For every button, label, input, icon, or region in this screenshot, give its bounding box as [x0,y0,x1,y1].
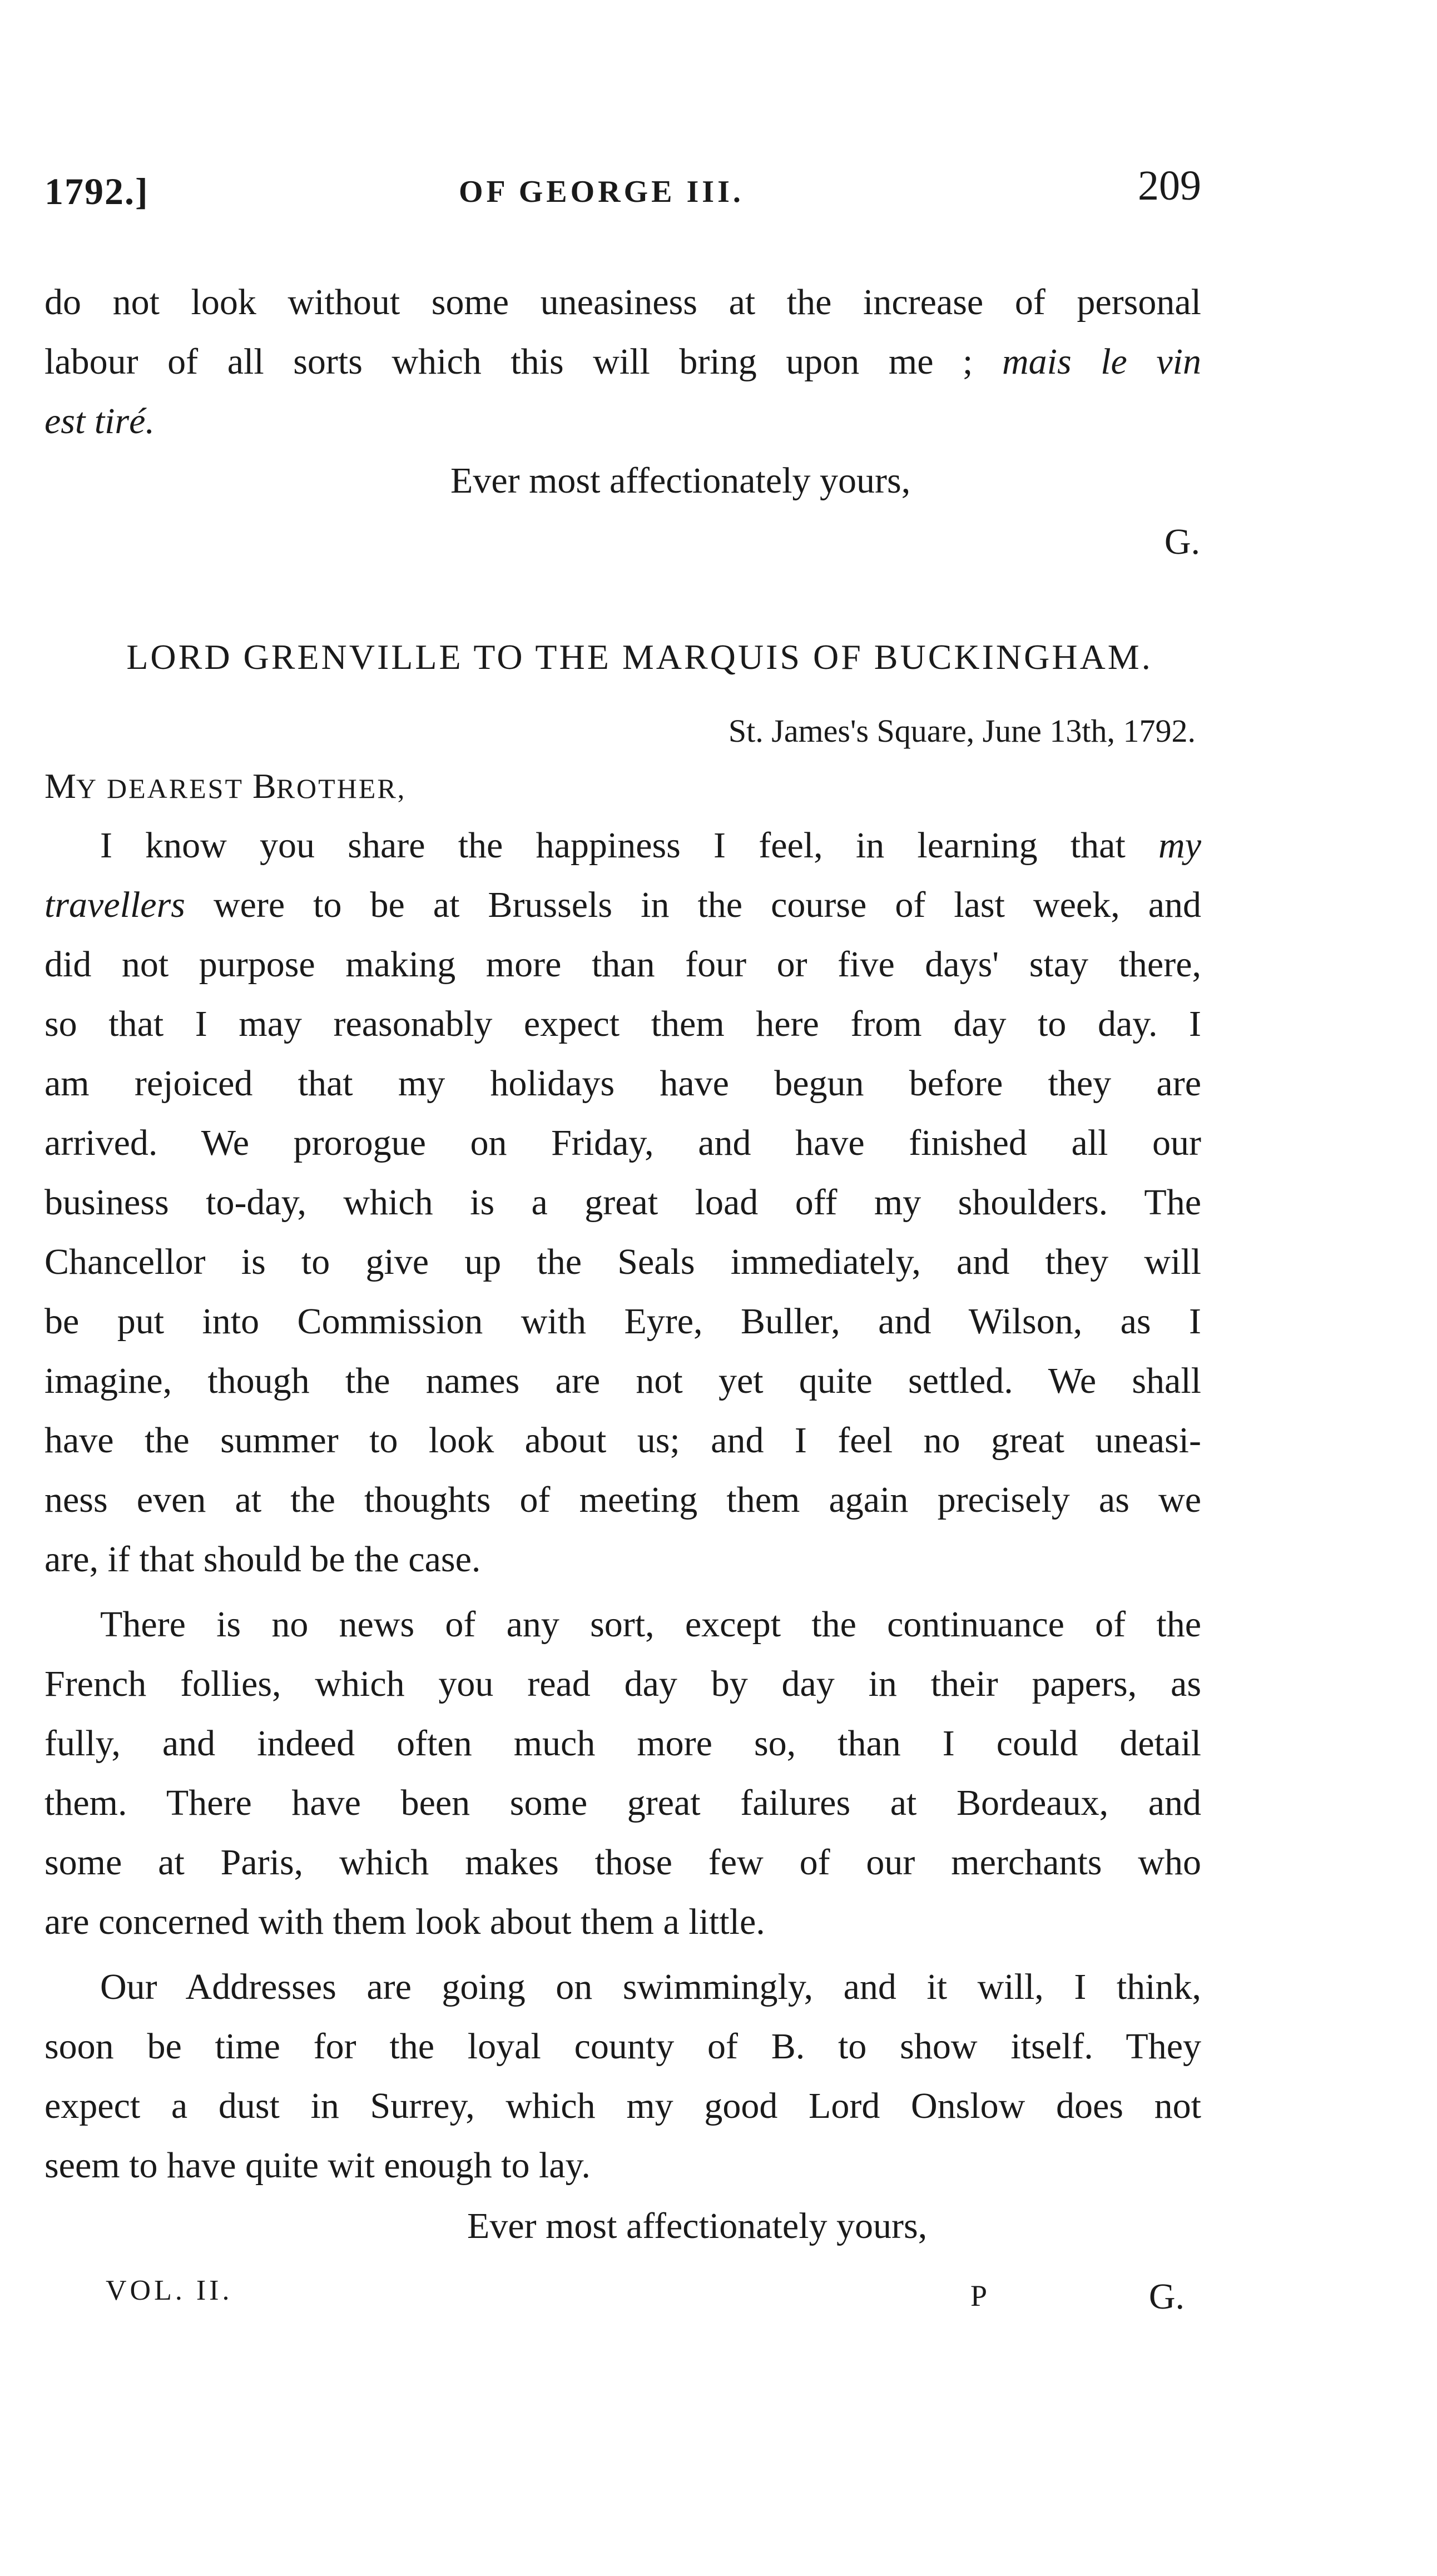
running-head [44,162,1201,231]
text-line: seem to have quite wit enough to lay. [44,2145,591,2186]
paragraph-3 [44,1957,1201,2195]
italic-phrase: mais le vin [1002,341,1202,382]
italic-phrase: my [1158,825,1202,866]
volume-label: VOL. II. [106,2275,233,2306]
italic-phrase: travellers [44,885,185,925]
running-head-year: 1792.] [44,170,149,212]
running-head-title: OF GEORGE III. [459,175,744,209]
salutation-initial: B [252,766,276,806]
text-line: French follies, which you read day by day in their papers, as [44,1664,1201,1704]
text-line [44,332,1201,391]
text-line: am rejoiced that my holidays have begun before they are [44,1063,1201,1104]
page-footer [106,2274,1051,2312]
text-segment: were to be at Brussels in the course of last week, and [213,885,1201,925]
signature: G. [1164,522,1200,562]
closing-line: Ever most affectionately yours, [450,460,911,501]
page-number: 209 [1138,162,1201,209]
text-line: There is no news of any sort, except the continuance of the [100,1604,1201,1645]
text-line: soon be time for the loyal county of B. to show itself. They [44,2026,1201,2067]
letter-heading: LORD GRENVILLE TO THE MARQUIS OF BUCKINGHAM. [126,637,1153,677]
text-line: Our Addresses are going on swimmingly, and it will, I think, [100,1967,1201,2007]
text-line: imagine, though the names are not yet quite settled. We shall [44,1361,1201,1401]
body-text [44,272,1201,2326]
text-line: expect a dust in Surrey, which my good Lord Onslow does not [44,2086,1201,2126]
text-line: are concerned with them look about them a little. [44,1902,765,1942]
salutation-smallcaps: DEAREST [107,773,244,804]
text-line: are, if that should be the case. [44,1539,481,1580]
text-line: have the summer to look about us; and I feel no great uneasi- [44,1420,1201,1461]
text-line: did not purpose making more than four or five days' stay there, [44,944,1201,985]
text-line [44,391,1201,451]
text-line [44,816,1201,875]
italic-phrase: est tiré. [44,401,155,441]
text-line: be put into Commission with Eyre, Buller, and Wilson, as I [44,1301,1201,1342]
text-line: Chancellor is to give up the Seals immediately, and they will [44,1242,1201,1282]
salutation-smallcaps: Y [76,773,98,804]
text-line: do not look without some uneasiness at the increase of personal [44,282,1201,322]
salutation [44,759,1201,816]
text-segment: labour of all sorts which this will bring upon me ; [44,341,973,382]
text-line: arrived. We prorogue on Friday, and have finished all our [44,1123,1201,1163]
signature: G. [1148,2276,1185,2317]
text-line: fully, and indeed often much more so, than I could detail [44,1723,1201,1764]
text-line: some at Paris, which makes those few of our merchants who [44,1842,1201,1883]
text-line: them. There have been some great failures at Bordeaux, and [44,1783,1201,1823]
signature-mark: P [970,2279,991,2312]
salutation-initial: M [44,766,76,806]
text-line: business to-day, which is a great load off my shoulders. The [44,1182,1201,1223]
text-segment: I know you share the happiness I feel, in learning that [100,825,1126,866]
paragraph-1 [44,816,1201,1589]
salutation-smallcaps: ROTHER, [276,773,407,804]
text-line: ness even at the thoughts of meeting them again precisely as we [44,1480,1201,1520]
paragraph-2 [44,1595,1201,1952]
dateline: St. James's Square, June 13th, 1792. [728,713,1196,749]
closing-line: Ever most affectionately yours, [467,2206,928,2246]
text-line: so that I may reasonably expect them here from day to day. I [44,1004,1201,1044]
text-line [44,875,1201,935]
